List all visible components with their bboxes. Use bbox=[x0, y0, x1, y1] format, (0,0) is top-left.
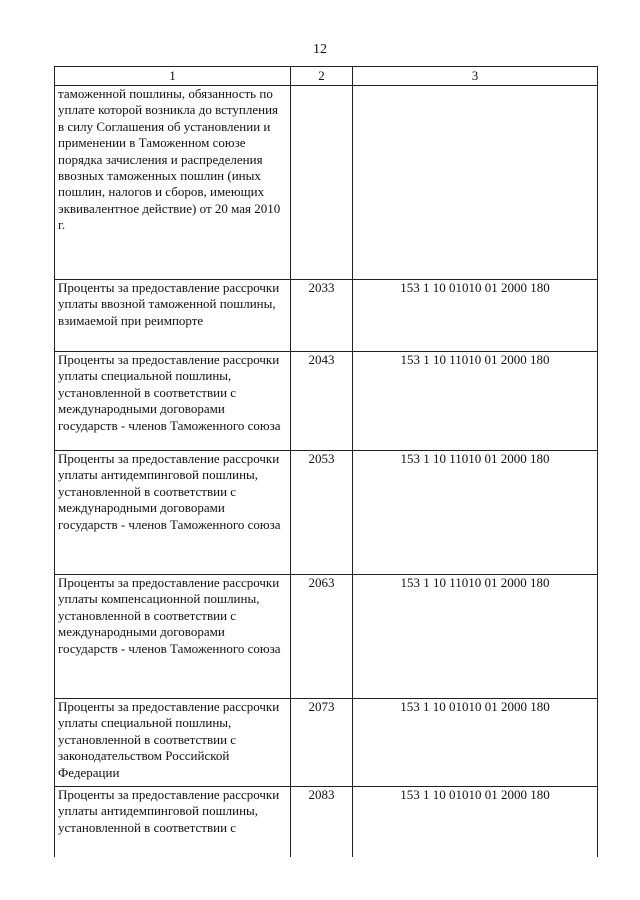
page-number: 12 bbox=[313, 42, 327, 57]
table-row bbox=[55, 280, 598, 352]
row-budget-code: 153 1 10 01010 01 2000 180 bbox=[353, 280, 598, 352]
row-description: Проценты за предоставление рассрочки уплаты специальной пошлины, установленной в соответствии с законодательством Российской Федерации bbox=[55, 699, 291, 787]
table-row bbox=[55, 451, 598, 575]
row-budget-code: 153 1 10 01010 01 2000 180 bbox=[353, 787, 598, 857]
row-code: 2043 bbox=[291, 352, 353, 451]
row-budget-code bbox=[353, 86, 598, 280]
row-code: 2053 bbox=[291, 451, 353, 575]
row-description: Проценты за предоставление рассрочки уплаты ввозной таможенной пошлины, взимаемой при реимпорте bbox=[55, 280, 291, 352]
table-row bbox=[55, 575, 598, 699]
table-row bbox=[55, 699, 598, 787]
column-header-1: 1 bbox=[55, 67, 291, 86]
table-header-row bbox=[55, 67, 598, 86]
table-row bbox=[55, 86, 598, 280]
row-description: Проценты за предоставление рассрочки уплаты антидемпинговой пошлины, установленной в соответствии с международными договорами государств - членов Таможенного союза bbox=[55, 451, 291, 575]
row-description: Проценты за предоставление рассрочки уплаты специальной пошлины, установленной в соответствии с международными договорами государств - членов Таможенного союза bbox=[55, 352, 291, 451]
row-description: таможенной пошлины, обязанность по уплате которой возникла до вступления в силу Соглашения об установлении и применении в Таможенном союзе порядка зачисления и распределения ввозных таможенных пошлин (иных пошлин, налогов и сборов, имеющих эквивалентное действие) от 20 мая 2010 г. bbox=[55, 86, 291, 280]
column-header-2: 2 bbox=[291, 67, 353, 86]
row-code: 2063 bbox=[291, 575, 353, 699]
row-code: 2073 bbox=[291, 699, 353, 787]
row-code bbox=[291, 86, 353, 280]
budget-code-table bbox=[54, 66, 598, 857]
table-row bbox=[55, 787, 598, 857]
row-budget-code: 153 1 10 01010 01 2000 180 bbox=[353, 699, 598, 787]
row-budget-code: 153 1 10 11010 01 2000 180 bbox=[353, 575, 598, 699]
row-description: Проценты за предоставление рассрочки уплаты компенсационной пошлины, установленной в соответствии с международными договорами государств - членов Таможенного союза bbox=[55, 575, 291, 699]
column-header-3: 3 bbox=[353, 67, 598, 86]
row-code: 2083 bbox=[291, 787, 353, 857]
row-budget-code: 153 1 10 11010 01 2000 180 bbox=[353, 352, 598, 451]
row-code: 2033 bbox=[291, 280, 353, 352]
row-description: Проценты за предоставление рассрочки уплаты антидемпинговой пошлины, установленной в соответствии с bbox=[55, 787, 291, 857]
table-row bbox=[55, 352, 598, 451]
row-budget-code: 153 1 10 11010 01 2000 180 bbox=[353, 451, 598, 575]
